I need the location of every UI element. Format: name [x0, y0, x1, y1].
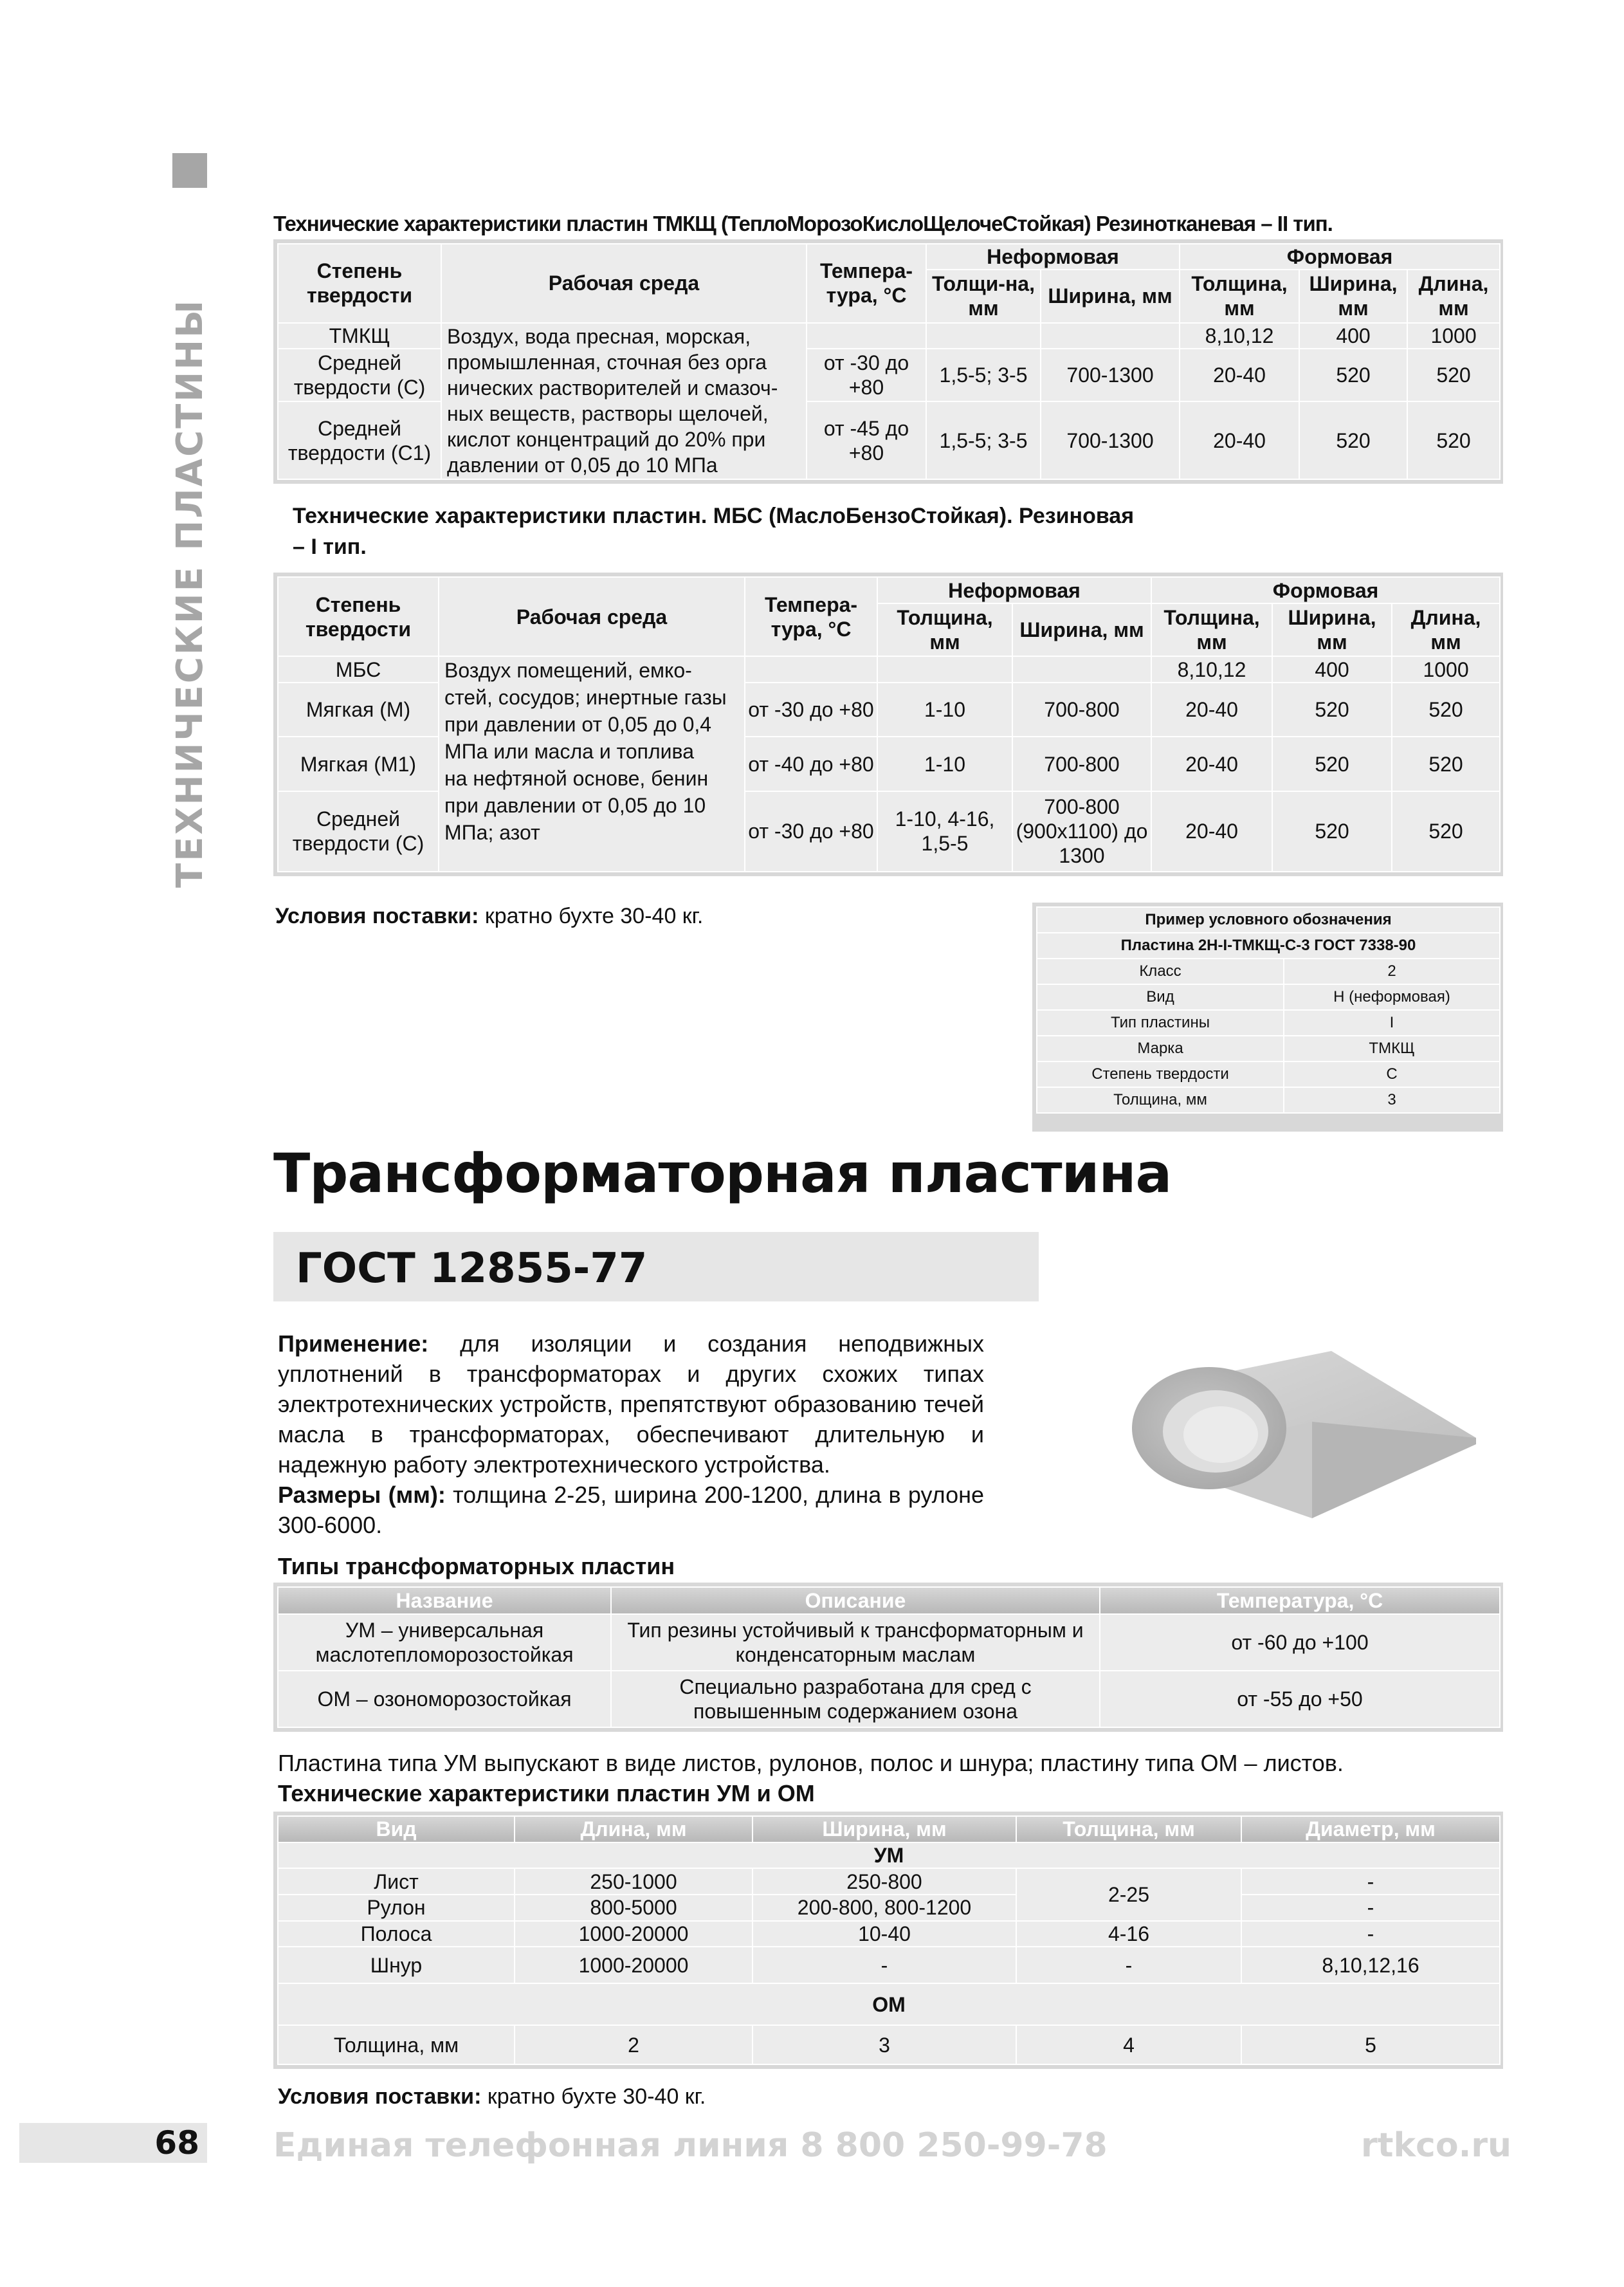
- gost-label: ГОСТ 12855-77: [296, 1245, 648, 1292]
- table-cell: 400: [1299, 323, 1407, 349]
- table-cell: 1,5-5; 3-5: [926, 349, 1041, 401]
- table-cell: 520: [1299, 349, 1407, 401]
- sidebar-section-title: ТЕХНИЧЕСКИЕ ПЛАСТИНЫ: [169, 298, 211, 888]
- table1-header-medium: Рабочая среда: [441, 244, 807, 323]
- example-key: Степень твердости: [1037, 1061, 1284, 1087]
- table-cell: 520: [1392, 737, 1500, 791]
- medium-line: кислот концентраций до 20% при: [447, 427, 766, 451]
- table1-header-formed: Формовая: [1180, 244, 1500, 270]
- types-header-desc: Описание: [611, 1587, 1100, 1614]
- table1-header-f-thick: Толщина, мм: [1180, 270, 1299, 322]
- application-label: Применение:: [278, 1330, 429, 1357]
- table-cell: 520: [1272, 683, 1392, 737]
- example-value: С: [1284, 1061, 1500, 1087]
- page-number: 68: [154, 2124, 199, 2162]
- table-cell: Мягкая (М1): [278, 737, 439, 791]
- table-cell: 520: [1272, 737, 1392, 791]
- table-cell: Толщина, мм: [278, 2025, 515, 2064]
- table2-header-formed: Формовая: [1151, 577, 1500, 603]
- table-cell: от -55 до +50: [1100, 1671, 1500, 1727]
- rubber-roll-image: [1119, 1325, 1479, 1538]
- example-key: Толщина, мм: [1037, 1087, 1284, 1113]
- table4-frame: [273, 1812, 1503, 2069]
- delivery-text: кратно бухте 30-40 кг.: [479, 904, 704, 928]
- table-cell: Шнур: [278, 1947, 515, 1983]
- table-cell: 20-40: [1151, 791, 1272, 872]
- example-key: Класс: [1037, 959, 1284, 984]
- table-cell: УМ – универсальная маслотепломорозостойкая: [278, 1614, 611, 1671]
- table-cell: [926, 323, 1041, 349]
- table-cell: 10-40: [753, 1921, 1016, 1947]
- table2-caption-line1: Технические характеристики пластин. МБС (МаслоБензоСтойкая). Резиновая: [293, 504, 1135, 528]
- table-cell: 2: [515, 2025, 753, 2064]
- table-cell: МБС: [278, 656, 439, 683]
- application-text: для изоляции и создания неподвижных уплотнений в трансформаторах и других схожих типах электротехнических устройств, препятствуют образованию течей масла в трансформаторах, обеспечивают длительную и надежную работу электротехнического устройства.: [278, 1330, 984, 1478]
- table-cell: 1000: [1407, 323, 1500, 349]
- footer-website: rtkco.ru: [1360, 2126, 1511, 2165]
- table-cell: 700-800 (900х1100) до 1300: [1012, 791, 1151, 872]
- table-cell: Тип резины устойчивый к трансформаторным и конденсаторным маслам: [611, 1614, 1100, 1671]
- example-key: Вид: [1037, 984, 1284, 1010]
- delivery-label: Условия поставки:: [275, 904, 479, 928]
- table4-header-thickness: Толщина, мм: [1016, 1816, 1241, 1842]
- table-cell: от -30 до +80: [745, 683, 877, 737]
- table-cell: Средней твердости (С): [278, 791, 439, 872]
- table-cell: 700-800: [1012, 737, 1151, 791]
- table2-header-f-len: Длина, мм: [1392, 603, 1500, 656]
- example-key: Тип пластины: [1037, 1010, 1284, 1036]
- sizes-label: Размеры (мм):: [278, 1482, 446, 1508]
- table-cell: 20-40: [1180, 349, 1299, 401]
- table-cell: 520: [1392, 791, 1500, 872]
- table-cell: 200-800, 800-1200: [753, 1895, 1016, 1921]
- table-cell: -: [1241, 1921, 1500, 1947]
- table-cell: Полоса: [278, 1921, 515, 1947]
- table-cell: 4-16: [1016, 1921, 1241, 1947]
- table1-header-temp: Темпера-тура, °С: [807, 244, 926, 323]
- section-title: Трансформаторная пластина: [273, 1142, 1172, 1205]
- table-cell: Средней твердости (С): [278, 349, 441, 401]
- table-cell: [1012, 656, 1151, 683]
- delivery-conditions-2: [278, 2084, 706, 2109]
- medium-line: давлении от 0,05 до 10 МПа: [447, 453, 718, 477]
- table-cell: 250-1000: [515, 1868, 753, 1895]
- table4-group-om: ОМ: [278, 1983, 1500, 2025]
- types-frame: [273, 1583, 1503, 1732]
- example-value: ТМКЩ: [1284, 1036, 1500, 1061]
- example-value: I: [1284, 1010, 1500, 1036]
- table-cell: 1000-20000: [515, 1947, 753, 1983]
- table2-header-unformed: Неформовая: [877, 577, 1151, 603]
- table-cell: Лист: [278, 1868, 515, 1895]
- table-cell: 520: [1392, 683, 1500, 737]
- table-cell: 700-800: [1012, 683, 1151, 737]
- table-cell: от -40 до +80: [745, 737, 877, 791]
- table-cell: 4: [1016, 2025, 1241, 2064]
- delivery-label: Условия поставки:: [278, 2084, 482, 2109]
- table-cell: от -30 до +80: [745, 791, 877, 872]
- table-cell: -: [1241, 1868, 1500, 1895]
- table2-frame: [273, 573, 1503, 876]
- medium-line: Воздух помещений, емко-: [444, 659, 692, 683]
- table-cell: 520: [1272, 791, 1392, 872]
- table-cell: от -60 до +100: [1100, 1614, 1500, 1671]
- table-cell: 700-1300: [1041, 349, 1180, 401]
- application-paragraph: [278, 1328, 984, 1540]
- table1-header-f-width: Ширина, мм: [1299, 270, 1407, 322]
- table1-header-unformed: Неформовая: [926, 244, 1180, 270]
- medium-line: при давлении от 0,05 до 10: [444, 794, 706, 818]
- table4-header-length: Длина, мм: [515, 1816, 753, 1842]
- table-cell: [745, 656, 877, 683]
- delivery-text: кратно бухте 30-40 кг.: [481, 2084, 706, 2109]
- table2-header-temp: Темпера-тура, °С: [745, 577, 877, 656]
- table1-caption: Технические характеристики пластин ТМКЩ (ТеплоМорозоКислоЩелочеСтойкая) Резинотканевая – II тип.: [273, 212, 1333, 235]
- table-cell: [807, 323, 926, 349]
- table1: [277, 243, 1501, 480]
- medium-line: на нефтяной основе, бенин: [444, 767, 709, 791]
- example-title: Пример условного обозначения: [1037, 907, 1500, 933]
- table2-caption-line2: – I тип.: [293, 535, 367, 559]
- table-cell: 1-10: [877, 737, 1012, 791]
- example-key: Марка: [1037, 1036, 1284, 1061]
- types-table: [277, 1586, 1501, 1728]
- medium-line: МПа; азот: [444, 821, 540, 845]
- example-subtitle: Пластина 2Н-I-ТМКЩ-С-3 ГОСТ 7338-90: [1037, 933, 1500, 959]
- table-cell: 20-40: [1151, 683, 1272, 737]
- table2-medium-cell: [439, 656, 745, 872]
- table-cell: 8,10,12: [1180, 323, 1299, 349]
- medium-line: нических растворителей и смазоч-: [447, 376, 778, 400]
- example-value: 2: [1284, 959, 1500, 984]
- table-cell: 3: [753, 2025, 1016, 2064]
- types-caption: Типы трансформаторных пластин: [278, 1553, 675, 1579]
- table1-frame: [273, 239, 1503, 484]
- table-cell: Специально разработана для сред с повышенным содержанием озона: [611, 1671, 1100, 1727]
- table-cell: от -45 до +80: [807, 401, 926, 479]
- table-cell: 1,5-5; 3-5: [926, 401, 1041, 479]
- table4-header-kind: Вид: [278, 1816, 515, 1842]
- table-cell: 520: [1299, 401, 1407, 479]
- table1-medium-cell: [441, 323, 807, 479]
- medium-line: Воздух, вода пресная, морская,: [447, 324, 751, 348]
- table-cell: 700-1300: [1041, 401, 1180, 479]
- medium-line: ных веществ, растворы щелочей,: [447, 401, 769, 425]
- table2-header-u-width: Ширина, мм: [1012, 603, 1151, 656]
- table2-header-u-thick: Толщина, мм: [877, 603, 1012, 656]
- table-cell: 5: [1241, 2025, 1500, 2064]
- table-cell: 8,10,12,16: [1241, 1947, 1500, 1983]
- types-header-temp: Температура, °С: [1100, 1587, 1500, 1614]
- medium-line: промышленная, сточная без орга: [447, 350, 767, 374]
- table4-caption: Технические характеристики пластин УМ и ОМ: [278, 1780, 815, 1806]
- sizes-text: толщина 2-25, ширина 200-1200, длина в рулоне 300-6000.: [278, 1482, 984, 1538]
- footer-phone-line: Единая телефонная линия 8 800 250-99-78: [273, 2126, 1108, 2165]
- table-cell: 400: [1272, 656, 1392, 683]
- example-frame: [1032, 903, 1503, 1132]
- table1-header-hardness: Степень твердости: [278, 244, 441, 323]
- table-cell: [1041, 323, 1180, 349]
- delivery-conditions-1: [275, 904, 703, 929]
- table1-header-u-width: Ширина, мм: [1041, 270, 1180, 322]
- table2-header-medium: Рабочая среда: [439, 577, 745, 656]
- table-cell: 1000-20000: [515, 1921, 753, 1947]
- table-cell: Мягкая (М): [278, 683, 439, 737]
- table-cell: 2-25: [1016, 1868, 1241, 1920]
- table-cell: 8,10,12: [1151, 656, 1272, 683]
- table-cell: 520: [1407, 401, 1500, 479]
- medium-line: при давлении от 0,05 до 0,4: [444, 713, 712, 737]
- table-cell: Рулон: [278, 1895, 515, 1921]
- table-cell: 520: [1407, 349, 1500, 401]
- table1-header-u-thick: Толщи-на, мм: [926, 270, 1041, 322]
- medium-line: МПа или масла и топлива: [444, 740, 694, 764]
- example-value: 3: [1284, 1087, 1500, 1113]
- table2: [277, 576, 1501, 872]
- table2-header-f-width: Ширина, мм: [1272, 603, 1392, 656]
- table-cell: ОМ – озономорозостойкая: [278, 1671, 611, 1727]
- table-cell: 800-5000: [515, 1895, 753, 1921]
- table-cell: -: [1016, 1947, 1241, 1983]
- forms-note: Пластина типа УМ выпускают в виде листов, рулонов, полос и шнура; пластину типа ОМ – листов.: [278, 1750, 1344, 1776]
- table-cell: ТМКЩ: [278, 323, 441, 349]
- table-cell: [877, 656, 1012, 683]
- table4-header-diameter: Диаметр, мм: [1241, 1816, 1500, 1842]
- table4-header-width: Ширина, мм: [753, 1816, 1016, 1842]
- table2-header-f-thick: Толщина, мм: [1151, 603, 1272, 656]
- table-cell: 1-10: [877, 683, 1012, 737]
- table-cell: -: [1241, 1895, 1500, 1921]
- table-cell: 20-40: [1180, 401, 1299, 479]
- example-table: [1036, 906, 1501, 1114]
- table4: [277, 1815, 1501, 2065]
- table-cell: 20-40: [1151, 737, 1272, 791]
- table-cell: 1000: [1392, 656, 1500, 683]
- table1-header-f-len: Длина, мм: [1407, 270, 1500, 322]
- table-cell: от -30 до +80: [807, 349, 926, 401]
- table-cell: 250-800: [753, 1868, 1016, 1895]
- table-cell: 1-10, 4-16, 1,5-5: [877, 791, 1012, 872]
- example-value: Н (неформовая): [1284, 984, 1500, 1010]
- table-cell: Средней твердости (С1): [278, 401, 441, 479]
- table4-group-um: УМ: [278, 1842, 1500, 1869]
- table2-header-hardness: Степень твердости: [278, 577, 439, 656]
- table-cell: -: [753, 1947, 1016, 1983]
- types-header-name: Название: [278, 1587, 611, 1614]
- medium-line: стей, сосудов; инертные газы: [444, 686, 727, 710]
